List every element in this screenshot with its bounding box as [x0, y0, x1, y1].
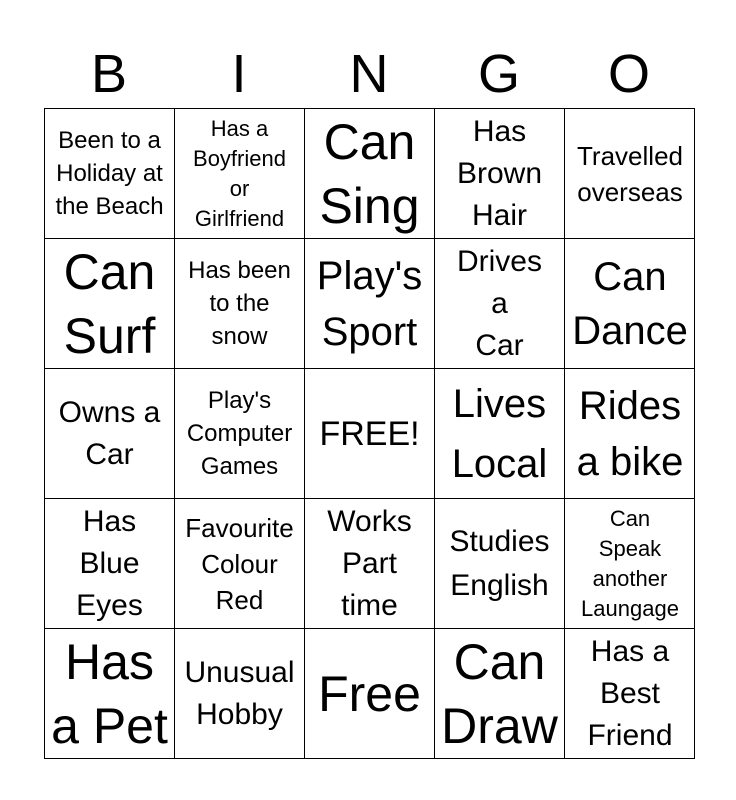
bingo-cell-r1-c1[interactable] — [175, 239, 305, 369]
bingo-cell-r4-c4[interactable] — [565, 629, 695, 759]
cell-text: Has a Boyfriend or Girlfriend — [193, 115, 286, 231]
cell-text: Rides a bike — [576, 383, 684, 484]
bingo-cell-r1-c3[interactable] — [435, 239, 565, 369]
cell-text: Play's Sport — [316, 253, 423, 354]
cell-text: Has Blue Eyes — [76, 504, 143, 622]
bingo-cell-r0-c2[interactable] — [305, 109, 435, 239]
cell-text: Drives a Car — [456, 244, 542, 362]
cell-text: Has Brown Hair — [456, 114, 543, 232]
bingo-cell-r2-c4[interactable] — [565, 369, 695, 499]
bingo-cell-r4-c0[interactable] — [45, 629, 175, 759]
cell-text: Play's Computer Games — [186, 387, 293, 480]
header-letter-b: B — [90, 44, 128, 104]
cell-text: Works Part time — [327, 504, 412, 622]
bingo-cell-r2-c1[interactable] — [175, 369, 305, 499]
header-letter-o: O — [607, 44, 650, 104]
cell-text: Studies English — [449, 524, 550, 602]
cell-text: Can Sing — [319, 113, 420, 234]
bingo-cell-r3-c3[interactable] — [435, 499, 565, 629]
header-letter-n: N — [349, 44, 389, 104]
bingo-cell-r4-c3[interactable] — [435, 629, 565, 759]
cell-text: FREE! — [319, 414, 420, 453]
bingo-cell-r3-c1[interactable] — [175, 499, 305, 629]
cell-text: Travelled overseas — [577, 140, 683, 207]
bingo-cell-r2-c2[interactable] — [305, 369, 435, 499]
bingo-cell-r1-c0[interactable] — [45, 239, 175, 369]
cell-text: Can Draw — [441, 634, 558, 754]
bingo-cell-r3-c4[interactable] — [565, 499, 695, 629]
cell-text: Can Dance — [572, 254, 688, 353]
cell-text: Lives Local — [451, 381, 548, 486]
bingo-cell-r4-c1[interactable] — [175, 629, 305, 759]
bingo-cell-r0-c1[interactable] — [175, 109, 305, 239]
cell-text: Can Surf — [63, 243, 156, 364]
bingo-cell-r1-c4[interactable] — [565, 239, 695, 369]
bingo-header — [44, 40, 694, 108]
cell-text: Been to a Holiday at the Beach — [55, 127, 164, 220]
cell-text: Favourite Colour Red — [185, 512, 294, 615]
bingo-cell-r3-c0[interactable] — [45, 499, 175, 629]
bingo-cell-r0-c4[interactable] — [565, 109, 695, 239]
bingo-cell-r1-c2[interactable] — [305, 239, 435, 369]
cell-text: Has been to the snow — [188, 257, 291, 350]
bingo-cell-r4-c2[interactable] — [305, 629, 435, 759]
bingo-board — [44, 108, 695, 759]
bingo-cell-r0-c3[interactable] — [435, 109, 565, 239]
cell-text: Owns a Car — [58, 395, 161, 471]
bingo-cell-r2-c3[interactable] — [435, 369, 565, 499]
cell-text: Free — [318, 666, 421, 722]
bingo-cell-r3-c2[interactable] — [305, 499, 435, 629]
bingo-cell-r0-c0[interactable] — [45, 109, 175, 239]
bingo-cell-r2-c0[interactable] — [45, 369, 175, 499]
cell-text: Unusual Hobby — [184, 656, 295, 731]
cell-text: Has a Pet — [51, 634, 168, 754]
header-letter-i: I — [231, 44, 247, 104]
header-letter-g: G — [477, 44, 520, 104]
cell-text: Can Speak another Laungage — [581, 505, 679, 621]
cell-text: Has a Best Friend — [587, 635, 673, 752]
